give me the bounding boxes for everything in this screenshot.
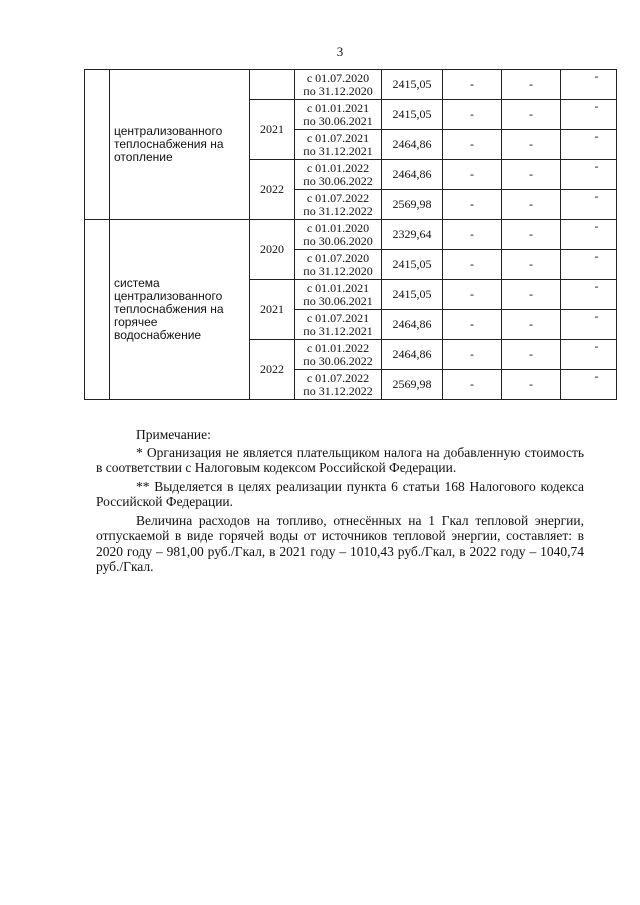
period-end: по 31.12.2021: [303, 143, 373, 158]
dash-value: -: [529, 377, 533, 391]
tariff-value-cell: 2569,98: [382, 370, 443, 400]
notes-section: [96, 427, 584, 575]
dash-cell: [502, 280, 561, 310]
notes-heading: Примечание:: [136, 427, 211, 442]
note-fuel-costs: Величина расходов на топливо, отнесённых на 1 Гкал тепловой энергии, отпускаемой в виде горячей воды от источников тепловой энергии, составляет: в 2020 году – 981,00 руб./Гкал, в 2021 году – 1010,43 руб./Гкал, в 2022 году – 1040,74 руб./Гкал.: [96, 512, 584, 574]
page-number: 3: [336, 44, 344, 59]
period-end: по 31.12.2022: [303, 383, 373, 398]
period-cell: [295, 370, 382, 400]
period-cell: [295, 250, 382, 280]
dash-value: -: [470, 257, 474, 271]
note-allocation: ** Выделяется в целях реализации пункта 6 статьи 168 Налогового кодекса Российской Федерации.: [96, 478, 584, 509]
dash-cell: [443, 190, 502, 220]
period-cell: [295, 70, 382, 100]
dash-value: -: [594, 309, 599, 323]
period-cell: [295, 190, 382, 220]
period-start: с 01.07.2020: [306, 70, 370, 85]
dash-value: -: [594, 159, 599, 173]
period-start: с 01.01.2022: [306, 340, 370, 355]
dash-cell: [443, 250, 502, 280]
dash-value: -: [470, 167, 474, 181]
dash-cell: [561, 310, 617, 340]
dash-value: -: [594, 369, 599, 383]
period-end: по 31.12.2022: [303, 203, 373, 218]
dash-cell: [502, 130, 561, 160]
dash-value: -: [594, 339, 599, 353]
dash-value: -: [470, 107, 474, 121]
dash-value: -: [529, 77, 533, 91]
dash-cell: [561, 70, 617, 100]
period-cell: [295, 130, 382, 160]
service-name-cell: система централизованного теплоснабжения на горячее водоснабжение: [110, 220, 250, 400]
tariff-value-cell: 2464,86: [382, 310, 443, 340]
dash-cell: [502, 370, 561, 400]
dash-cell: [561, 190, 617, 220]
period-start: с 01.07.2022: [306, 190, 370, 205]
period-start: с 01.07.2022: [306, 370, 370, 385]
dash-value: -: [529, 227, 533, 241]
dash-cell: [443, 100, 502, 130]
period-start: с 01.07.2021: [306, 130, 370, 145]
year-cell: 2021: [250, 100, 295, 160]
dash-cell: [443, 130, 502, 160]
dash-cell: [502, 160, 561, 190]
period-start: с 01.01.2021: [306, 280, 370, 295]
dash-cell: [561, 100, 617, 130]
year-cell: 2022: [250, 160, 295, 220]
period-cell: [295, 220, 382, 250]
period-end: по 31.12.2020: [303, 83, 373, 98]
tariff-value-cell: 2329,64: [382, 220, 443, 250]
dash-value: -: [529, 137, 533, 151]
dash-value: -: [470, 137, 474, 151]
dash-cell: [443, 220, 502, 250]
tariff-table: [84, 69, 617, 400]
tariff-value-cell: 2415,05: [382, 100, 443, 130]
dash-value: -: [529, 167, 533, 181]
dash-cell: [502, 100, 561, 130]
period-start: с 01.07.2020: [306, 250, 370, 265]
tariff-value-cell: 2569,98: [382, 190, 443, 220]
tariff-value-cell: 2415,05: [382, 70, 443, 100]
tariff-value-cell: 2464,86: [382, 340, 443, 370]
dash-cell: [561, 130, 617, 160]
dash-value: -: [470, 287, 474, 301]
dash-cell: [443, 280, 502, 310]
dash-value: -: [594, 189, 599, 203]
period-end: по 30.06.2021: [303, 293, 373, 308]
period-start: с 01.01.2022: [306, 160, 370, 175]
dash-value: -: [470, 197, 474, 211]
period-end: по 31.12.2020: [303, 263, 373, 278]
dash-value: -: [529, 347, 533, 361]
dash-value: -: [594, 129, 599, 143]
dash-cell: [561, 280, 617, 310]
period-start: с 01.01.2020: [306, 220, 370, 235]
dash-cell: [502, 190, 561, 220]
dash-cell: [502, 250, 561, 280]
period-cell: [295, 280, 382, 310]
dash-cell: [443, 340, 502, 370]
dash-cell: [561, 250, 617, 280]
row-number-cell: [85, 220, 110, 400]
table-row: [85, 220, 617, 250]
period-cell: [295, 100, 382, 130]
period-cell: [295, 310, 382, 340]
dash-cell: [561, 220, 617, 250]
dash-cell: [443, 310, 502, 340]
period-end: по 30.06.2022: [303, 353, 373, 368]
period-end: по 30.06.2021: [303, 113, 373, 128]
dash-cell: [502, 220, 561, 250]
dash-value: -: [594, 99, 599, 113]
period-end: по 30.06.2022: [303, 173, 373, 188]
dash-cell: [443, 160, 502, 190]
period-cell: [295, 160, 382, 190]
year-cell: 2022: [250, 340, 295, 400]
tariff-value-cell: 2415,05: [382, 250, 443, 280]
dash-value: -: [594, 249, 599, 263]
dash-cell: [561, 370, 617, 400]
dash-cell: [561, 340, 617, 370]
note-vat: * Организация не является плательщиком налога на добавленную стоимость в соответствии с Налоговым кодексом Российской Федерации.: [96, 444, 584, 475]
dash-cell: [502, 340, 561, 370]
dash-value: -: [470, 77, 474, 91]
dash-value: -: [594, 69, 599, 83]
dash-value: -: [470, 317, 474, 331]
period-start: с 01.07.2021: [306, 310, 370, 325]
period-cell: [295, 340, 382, 370]
dash-value: -: [594, 279, 599, 293]
dash-cell: [443, 70, 502, 100]
dash-value: -: [470, 347, 474, 361]
year-cell: 2021: [250, 280, 295, 340]
tariff-value-cell: 2415,05: [382, 280, 443, 310]
dash-cell: [561, 160, 617, 190]
period-start: с 01.01.2021: [306, 100, 370, 115]
dash-value: -: [529, 197, 533, 211]
dash-value: -: [529, 257, 533, 271]
row-number-cell: [85, 70, 110, 220]
dash-value: -: [470, 377, 474, 391]
dash-value: -: [529, 317, 533, 331]
tariff-value-cell: 2464,86: [382, 130, 443, 160]
table-row: [85, 70, 617, 100]
dash-cell: [502, 70, 561, 100]
period-end: по 31.12.2021: [303, 323, 373, 338]
period-end: по 30.06.2020: [303, 233, 373, 248]
year-cell: 2020: [250, 220, 295, 280]
year-cell: [250, 70, 295, 100]
tariff-value-cell: 2464,86: [382, 160, 443, 190]
service-name-cell: централизованного теплоснабжения на отопление: [110, 70, 250, 220]
dash-value: -: [594, 219, 599, 233]
dash-value: -: [529, 107, 533, 121]
dash-cell: [443, 370, 502, 400]
dash-value: -: [529, 287, 533, 301]
dash-value: -: [470, 227, 474, 241]
dash-cell: [502, 310, 561, 340]
